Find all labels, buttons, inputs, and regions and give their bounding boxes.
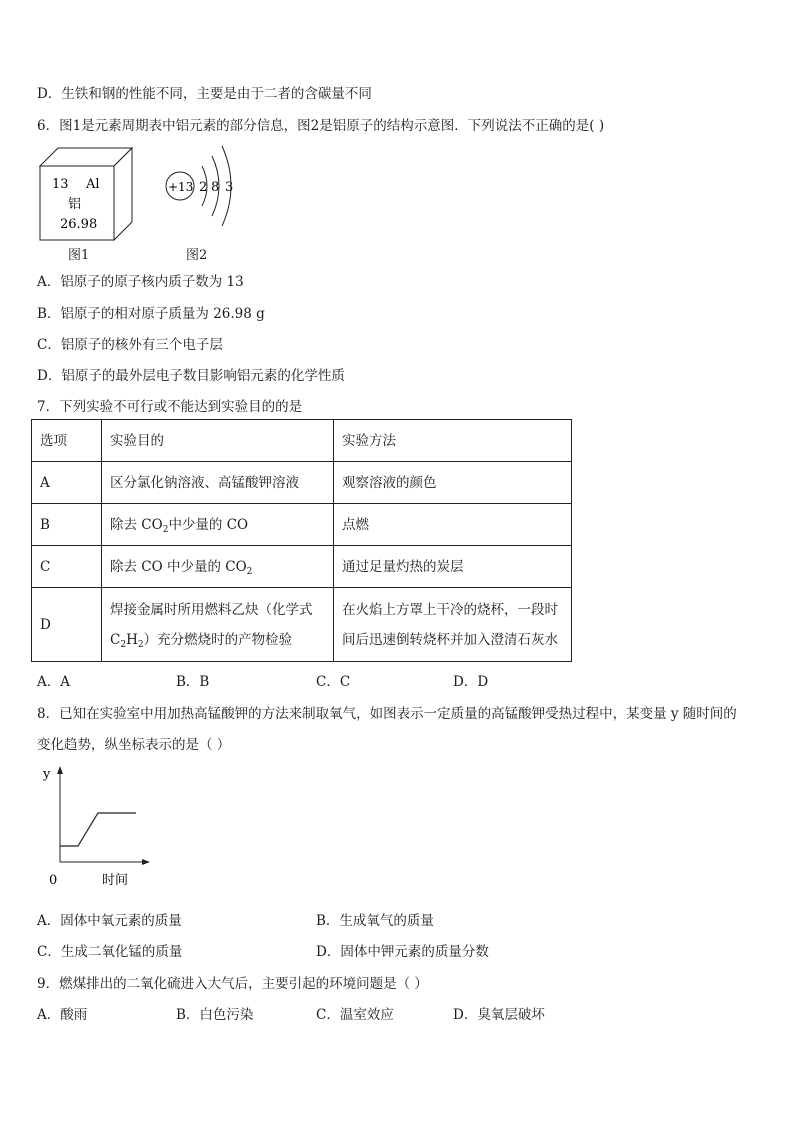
table-row xyxy=(32,462,572,504)
row-b-goal: 除去 $CO_2$中少量的 CO xyxy=(102,504,334,546)
row-d-method: 在火焰上方罩上干冷的烧杯，一段时 间后迅速倒转烧杯并加入澄清石灰水 xyxy=(334,588,572,662)
q7-answer-c: C．C xyxy=(316,674,351,690)
element-number: 13 xyxy=(52,177,69,192)
q7-answer-b: B．B xyxy=(176,674,210,690)
q8-stem-line1: 8．已知在实验室中用加热高锰酸钾的方法来制取氧气，如图表示一定质量的高锰酸钾受热过程中，某变量 y 随时间的 xyxy=(37,706,737,722)
q8-option-c: C．生成二氧化锰的质量 xyxy=(37,944,183,960)
x-axis-label: 时间 xyxy=(102,873,129,888)
q7-answer-d: D．D xyxy=(453,674,489,690)
q6-option-c: C．铝原子的核外有三个电子层 xyxy=(37,337,223,353)
q8-option-b: B．生成氧气的质量 xyxy=(316,913,434,929)
header-option: 选项 xyxy=(32,420,102,462)
q5-option-d: D．生铁和钢的性能不同，主要是由于二者的含碳量不同 xyxy=(37,86,372,102)
q9-option-b: B．白色污染 xyxy=(176,1007,254,1023)
atom-structure-figure xyxy=(160,140,240,240)
origin-label: 0 xyxy=(49,873,58,888)
shell-2-electrons: 8 xyxy=(211,180,220,195)
q8-option-a: A．固体中氧元素的质量 xyxy=(37,913,182,929)
row-d-goal: 焊接金属时所用燃料乙炔（化学式 $C_2H_2$）充分燃烧时的产物检验 xyxy=(102,588,334,662)
row-c-method: 通过足量灼热的炭层 xyxy=(334,546,572,588)
row-b-option: B xyxy=(32,504,102,546)
y-axis-label: y xyxy=(43,767,51,782)
fig1-caption: 图1 xyxy=(68,248,90,263)
element-name: 铝 xyxy=(68,197,82,212)
nucleus-charge: +13 xyxy=(168,180,194,194)
fig2-caption: 图2 xyxy=(186,248,208,263)
row-d-option: D xyxy=(32,588,102,662)
row-c-goal: 除去 CO 中少量的 $CO_2$ xyxy=(102,546,334,588)
periodic-cell-figure xyxy=(38,146,138,242)
q9-option-c: C．温室效应 xyxy=(316,1007,394,1023)
header-goal: 实验目的 xyxy=(102,420,334,462)
q6-option-b: B．铝原子的相对原子质量为 26.98 g xyxy=(37,306,265,322)
table-row xyxy=(32,588,572,662)
q9-stem: 9．燃煤排出的二氧化硫进入大气后，主要引起的环境问题是（ ） xyxy=(37,976,428,992)
table-header-row xyxy=(32,420,572,462)
q6-option-a: A．铝原子的原子核内质子数为 13 xyxy=(37,274,244,290)
shell-1-electrons: 2 xyxy=(199,180,208,195)
shell-3-electrons: 3 xyxy=(225,180,234,195)
row-a-method: 观察溶液的颜色 xyxy=(334,462,572,504)
row-c-option: C xyxy=(32,546,102,588)
row-b-method: 点燃 xyxy=(334,504,572,546)
q6-stem: 6．图1是元素周期表中铝元素的部分信息，图2是铝原子的结构示意图．下列说法不正确的是( ) xyxy=(37,118,605,134)
row-a-goal: 区分氯化钠溶液、高锰酸钾溶液 xyxy=(102,462,334,504)
experiment-table xyxy=(31,419,572,662)
y-time-graph xyxy=(38,762,158,888)
row-a-option: A xyxy=(32,462,102,504)
q9-option-a: A．酸雨 xyxy=(37,1007,88,1023)
q7-answer-a: A．A xyxy=(37,674,70,690)
table-row xyxy=(32,546,572,588)
element-mass: 26.98 xyxy=(60,217,98,232)
table-row xyxy=(32,504,572,546)
q6-option-d: D．铝原子的最外层电子数目影响铝元素的化学性质 xyxy=(37,368,345,384)
q8-stem-line2: 变化趋势，纵坐标表示的是（ ） xyxy=(37,737,231,753)
q8-option-d: D．固体中钾元素的质量分数 xyxy=(316,944,489,960)
header-method: 实验方法 xyxy=(334,420,572,462)
q7-stem: 7．下列实验不可行或不能达到实验目的的是 xyxy=(37,399,303,415)
element-symbol: Al xyxy=(86,177,100,192)
q9-option-d: D．臭氧层破坏 xyxy=(453,1007,545,1023)
